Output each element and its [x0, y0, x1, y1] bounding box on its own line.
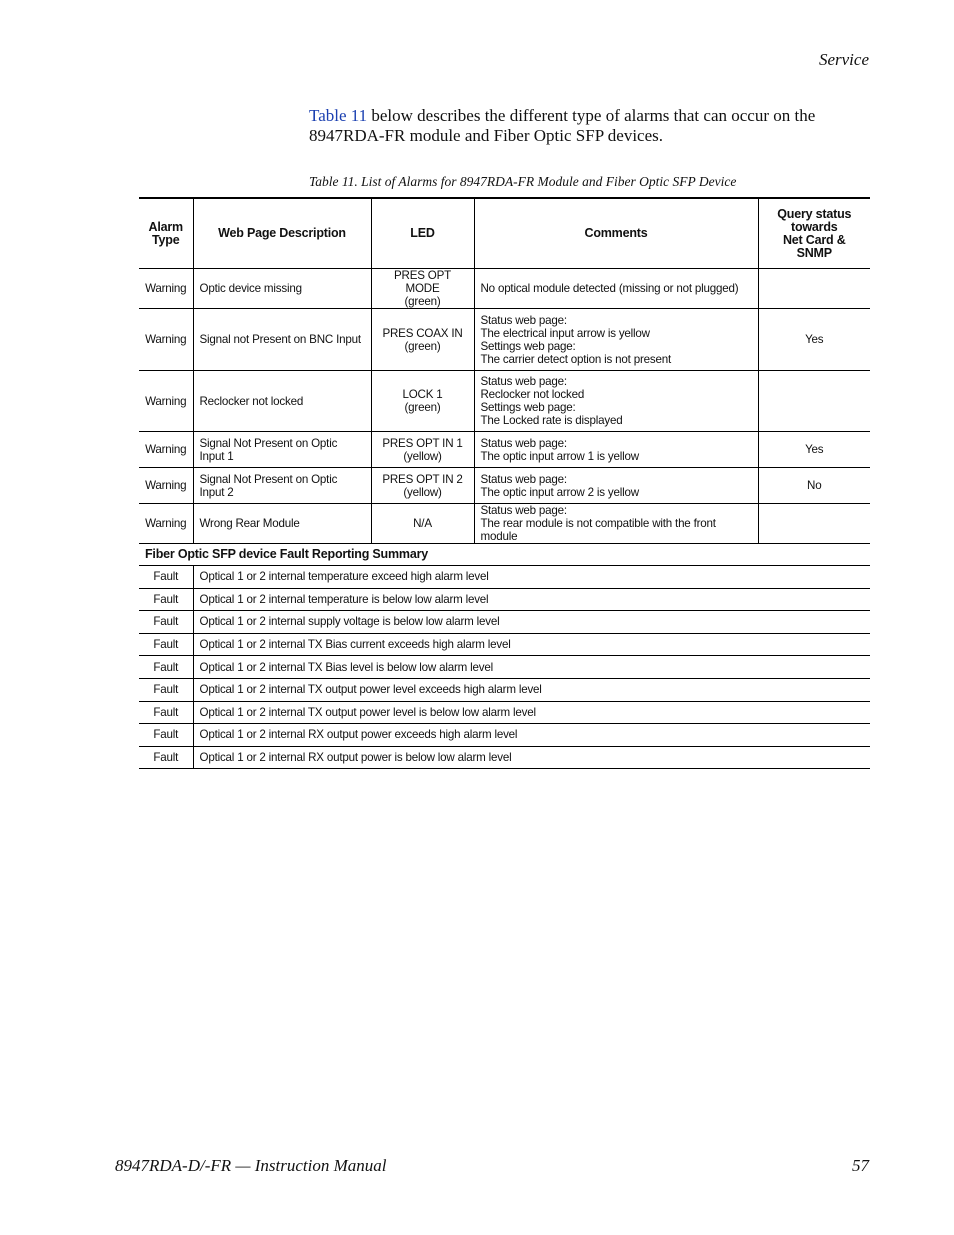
led-cell: N/A	[371, 504, 474, 544]
footer-page-number: 57	[852, 1156, 869, 1175]
fault-description-cell: Optical 1 or 2 internal TX Bias level is below low alarm level	[193, 656, 870, 679]
fault-description-cell: Optical 1 or 2 internal RX output power is below low alarm level	[193, 746, 870, 769]
query-cell: No	[758, 468, 870, 504]
comments-cell: No optical module detected (missing or not plugged)	[474, 269, 758, 309]
query-cell: Yes	[758, 309, 870, 371]
led-cell: PRES OPT MODE (green)	[371, 269, 474, 309]
fault-description-cell: Optical 1 or 2 internal temperature is below low alarm level	[193, 588, 870, 611]
comments-cell: Status web page: The rear module is not compatible with the front module	[474, 504, 758, 544]
description-cell: Wrong Rear Module	[193, 504, 371, 544]
fault-row	[139, 656, 870, 679]
table-row	[139, 269, 870, 309]
description-cell: Optic device missing	[193, 269, 371, 309]
fault-type-cell: Fault	[139, 611, 193, 634]
led-cell: PRES COAX IN (green)	[371, 309, 474, 371]
comments-cell: Status web page: Reclocker not locked Settings web page: The Locked rate is displayed	[474, 371, 758, 432]
fault-type-cell: Fault	[139, 724, 193, 747]
query-cell: Yes	[758, 432, 870, 468]
table-row	[139, 432, 870, 468]
description-cell: Reclocker not locked	[193, 371, 371, 432]
alarms-table	[139, 197, 870, 769]
alarm-type-cell: Warning	[139, 504, 193, 544]
comments-cell: Status web page: The electrical input arrow is yellow Settings web page: The carrier detect option is not present	[474, 309, 758, 371]
fault-type-cell: Fault	[139, 746, 193, 769]
header-alarm-type: Alarm Type	[139, 198, 193, 269]
description-cell: Signal Not Present on Optic Input 2	[193, 468, 371, 504]
fault-description-cell: Optical 1 or 2 internal TX output power level exceeds high alarm level	[193, 678, 870, 701]
fault-row	[139, 611, 870, 634]
table-11-link[interactable]: Table 11	[309, 106, 368, 125]
fault-description-cell: Optical 1 or 2 internal temperature exceed high alarm level	[193, 566, 870, 589]
fault-row	[139, 566, 870, 589]
led-cell: PRES OPT IN 2 (yellow)	[371, 468, 474, 504]
query-cell	[758, 504, 870, 544]
table-header-row	[139, 198, 870, 269]
fault-type-cell: Fault	[139, 633, 193, 656]
fault-type-cell: Fault	[139, 678, 193, 701]
description-cell: Signal Not Present on Optic Input 1	[193, 432, 371, 468]
intro-paragraph	[309, 106, 874, 146]
fault-row	[139, 633, 870, 656]
led-cell: PRES OPT IN 1 (yellow)	[371, 432, 474, 468]
fault-type-cell: Fault	[139, 566, 193, 589]
sfp-section-title: Fiber Optic SFP device Fault Reporting Summary	[139, 544, 870, 566]
alarm-type-cell: Warning	[139, 309, 193, 371]
fault-type-cell: Fault	[139, 588, 193, 611]
comments-cell: Status web page: The optic input arrow 1 is yellow	[474, 432, 758, 468]
intro-text: below describes the different type of alarms that can occur on the 8947RDA-FR module and Fiber Optic SFP devices.	[309, 106, 816, 145]
query-cell	[758, 371, 870, 432]
header-comments: Comments	[474, 198, 758, 269]
fault-type-cell: Fault	[139, 701, 193, 724]
footer-manual-title: 8947RDA-D/-FR — Instruction Manual	[115, 1156, 387, 1175]
header-web-page-description: Web Page Description	[193, 198, 371, 269]
header-led: LED	[371, 198, 474, 269]
header-query-status: Query status towards Net Card & SNMP	[758, 198, 870, 269]
alarm-type-cell: Warning	[139, 468, 193, 504]
fault-description-cell: Optical 1 or 2 internal TX output power level is below low alarm level	[193, 701, 870, 724]
fault-description-cell: Optical 1 or 2 internal RX output power exceeds high alarm level	[193, 724, 870, 747]
table-row	[139, 468, 870, 504]
table-caption: Table 11. List of Alarms for 8947RDA-FR Module and Fiber Optic SFP Device	[309, 174, 737, 189]
fault-description-cell: Optical 1 or 2 internal TX Bias current exceeds high alarm level	[193, 633, 870, 656]
fault-row	[139, 701, 870, 724]
fault-description-cell: Optical 1 or 2 internal supply voltage is below low alarm level	[193, 611, 870, 634]
query-cell	[758, 269, 870, 309]
fault-type-cell: Fault	[139, 656, 193, 679]
alarm-type-cell: Warning	[139, 371, 193, 432]
led-cell: LOCK 1 (green)	[371, 371, 474, 432]
comments-cell: Status web page: The optic input arrow 2 is yellow	[474, 468, 758, 504]
table-row	[139, 309, 870, 371]
fault-row	[139, 588, 870, 611]
description-cell: Signal not Present on BNC Input	[193, 309, 371, 371]
table-row	[139, 371, 870, 432]
alarm-type-cell: Warning	[139, 432, 193, 468]
table-row	[139, 504, 870, 544]
alarm-type-cell: Warning	[139, 269, 193, 309]
fault-row	[139, 746, 870, 769]
running-header-section: Service	[818, 50, 869, 69]
fault-row	[139, 678, 870, 701]
fault-row	[139, 724, 870, 747]
sfp-section-header-row	[139, 544, 870, 566]
